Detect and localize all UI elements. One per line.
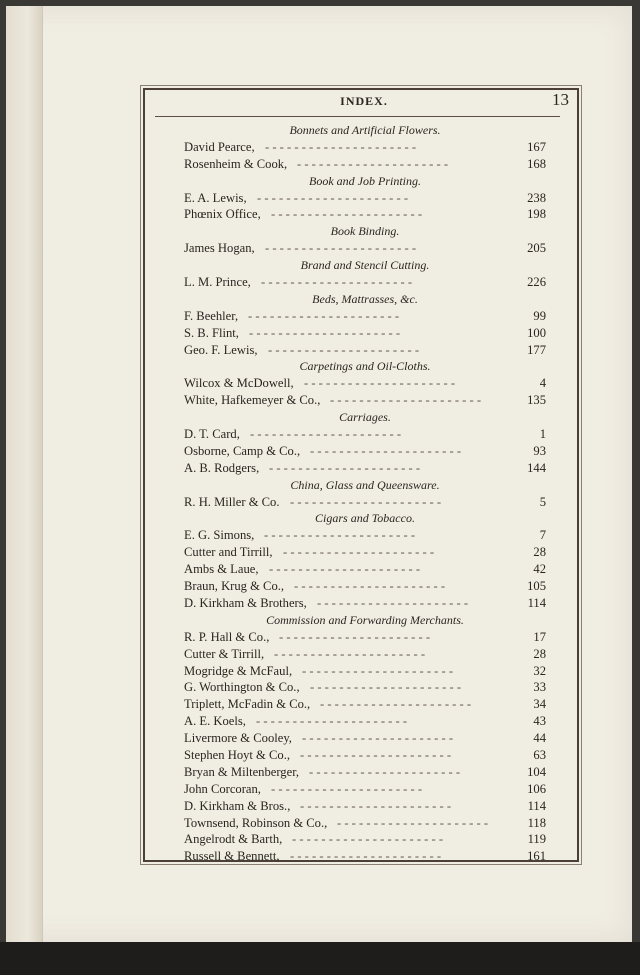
entry-name: James Hogan,: [184, 241, 255, 256]
dot-leader: - - - - - - - - - - - - - - - - - - - - -: [256, 714, 408, 729]
entry-page-number: 93: [533, 443, 546, 458]
dot-leader: - - - - - - - - - - - - - - - - - - - - -: [283, 545, 435, 560]
entry-page-number: 144: [527, 460, 546, 475]
section-heading: Book Binding.: [330, 224, 400, 239]
dot-leader: - - - - - - - - - - - - - - - - - - - - -: [304, 376, 456, 391]
entry-name: Osborne, Camp & Co.,: [184, 443, 301, 458]
entry-name: R. H. Miller & Co.: [184, 494, 280, 509]
entry-name: E. A. Lewis,: [184, 190, 247, 205]
entry-page-number: 114: [527, 595, 546, 610]
entry-name: Angelrodt & Barth,: [184, 832, 283, 847]
entry-page-number: 167: [527, 139, 546, 154]
dot-leader: - - - - - - - - - - - - - - - - - - - - -: [302, 663, 454, 678]
entry-name: D. Kirkham & Brothers,: [184, 595, 307, 610]
entry-name: S. B. Flint,: [184, 325, 239, 340]
page-title: INDEX.: [340, 94, 388, 108]
entry-page-number: 205: [527, 241, 546, 256]
entry-name: White, Hafkemeyer & Co.,: [184, 393, 321, 408]
index-entry: [184, 730, 546, 747]
entry-name: Cutter & Tirrill,: [184, 646, 265, 661]
dot-leader: - - - - - - - - - - - - - - - - - - - - -: [261, 275, 413, 290]
index-entry: [184, 308, 546, 325]
dot-leader: - - - - - - - - - - - - - - - - - - - - -: [300, 798, 452, 813]
dot-leader: - - - - - - - - - - - - - - - - - - - - -: [269, 562, 421, 577]
index-entry: [184, 274, 546, 291]
entry-page-number: 226: [527, 275, 546, 290]
entry-page-number: 42: [533, 562, 546, 577]
entry-name: A. E. Koels,: [184, 714, 246, 729]
entry-name: F. Beehler,: [184, 308, 239, 323]
index-entry: [184, 831, 546, 848]
section-heading: Carpetings and Oil-Cloths.: [299, 359, 431, 374]
dot-leader: - - - - - - - - - - - - - - - - - - - - -: [250, 427, 402, 442]
book-gutter: [6, 6, 43, 942]
index-entry: [184, 443, 546, 460]
entry-name: Ambs & Laue,: [184, 562, 259, 577]
dot-leader: - - - - - - - - - - - - - - - - - - - - -: [317, 595, 469, 610]
entry-page-number: 28: [533, 646, 546, 661]
dot-leader: - - - - - - - - - - - - - - - - - - - - -: [264, 528, 416, 543]
index-entry: [184, 848, 546, 865]
index-entry: [184, 342, 546, 359]
index-entry: [184, 764, 546, 781]
page-header: [155, 90, 573, 114]
index-entry: [184, 646, 546, 663]
section-heading: Carriages.: [339, 410, 391, 425]
dot-leader: - - - - - - - - - - - - - - - - - - - - -: [249, 325, 401, 340]
entry-page-number: 135: [527, 393, 546, 408]
index-entry: [184, 595, 546, 612]
entry-name: Stephen Hoyt & Co.,: [184, 747, 290, 762]
index-entry: [184, 578, 546, 595]
scan-bottom-edge: [0, 942, 640, 975]
entry-name: E. G. Simons,: [184, 528, 255, 543]
entry-name: L. M. Prince,: [184, 275, 251, 290]
entry-page-number: 238: [527, 190, 546, 205]
entry-page-number: 33: [533, 680, 546, 695]
index-entry: [184, 460, 546, 477]
dot-leader: - - - - - - - - - - - - - - - - - - - - -: [302, 731, 454, 746]
dot-leader: - - - - - - - - - - - - - - - - - - - - -: [274, 646, 426, 661]
index-entry: [184, 392, 546, 409]
entry-page-number: 118: [527, 815, 546, 830]
dot-leader: - - - - - - - - - - - - - - - - - - - - -: [297, 156, 449, 171]
index-entry: [184, 139, 546, 156]
entry-name: Russell & Bennett,: [184, 849, 280, 864]
entry-name: G. Worthington & Co.,: [184, 680, 300, 695]
index-entry: [184, 190, 546, 207]
entry-name: Wilcox & McDowell,: [184, 376, 294, 391]
section-heading: Brand and Stencil Cutting.: [300, 258, 430, 273]
dot-leader: - - - - - - - - - - - - - - - - - - - - -: [337, 815, 489, 830]
index-entry: [184, 561, 546, 578]
index-entry: [184, 696, 546, 713]
dot-leader: - - - - - - - - - - - - - - - - - - - - -: [292, 832, 444, 847]
dot-leader: - - - - - - - - - - - - - - - - - - - - -: [265, 241, 417, 256]
dot-leader: - - - - - - - - - - - - - - - - - - - - -: [310, 443, 462, 458]
index-entry: [184, 663, 546, 680]
entry-page-number: 4: [539, 376, 546, 391]
entry-name: John Corcoran,: [184, 781, 261, 796]
entry-page-number: 7: [539, 528, 546, 543]
section-heading: Book and Job Printing.: [309, 173, 421, 188]
section-heading: Commission and Forwarding Merchants.: [266, 612, 464, 627]
section-heading: China, Glass and Queensware.: [290, 477, 440, 492]
dot-leader: - - - - - - - - - - - - - - - - - - - - -: [271, 207, 423, 222]
entry-name: Rosenheim & Cook,: [184, 156, 288, 171]
entry-page-number: 119: [527, 832, 546, 847]
dot-leader: - - - - - - - - - - - - - - - - - - - - -: [257, 190, 409, 205]
page-number: 13: [552, 90, 569, 109]
entry-page-number: 44: [533, 731, 546, 746]
entry-name: Braun, Krug & Co.,: [184, 579, 285, 594]
entry-page-number: 32: [533, 663, 546, 678]
entry-page-number: 1: [539, 427, 546, 442]
index-entry: [184, 544, 546, 561]
dot-leader: - - - - - - - - - - - - - - - - - - - - -: [330, 393, 482, 408]
entry-page-number: 5: [539, 494, 546, 509]
index-entry: [184, 629, 546, 646]
dot-leader: - - - - - - - - - - - - - - - - - - - - -: [320, 697, 472, 712]
dot-leader: - - - - - - - - - - - - - - - - - - - - -: [268, 342, 420, 357]
index-entry: [184, 426, 546, 443]
entry-page-number: 34: [533, 697, 546, 712]
entry-page-number: 114: [527, 798, 546, 813]
section-heading: Bonnets and Artificial Flowers.: [289, 123, 441, 137]
entry-name: Bryan & Miltenberger,: [184, 764, 300, 779]
dot-leader: - - - - - - - - - - - - - - - - - - - - -: [294, 579, 446, 594]
header-rule: [155, 116, 560, 117]
entry-page-number: 100: [527, 325, 546, 340]
entry-name: Mogridge & McFaul,: [184, 663, 293, 678]
dot-leader: - - - - - - - - - - - - - - - - - - - - -: [279, 629, 431, 644]
entry-name: D. T. Card,: [184, 427, 240, 442]
index-entry: [184, 156, 546, 173]
entry-name: Cutter and Tirrill,: [184, 545, 273, 560]
dot-leader: - - - - - - - - - - - - - - - - - - - - -: [309, 764, 461, 779]
entry-page-number: 106: [527, 781, 546, 796]
dot-leader: - - - - - - - - - - - - - - - - - - - - -: [290, 494, 442, 509]
entry-page-number: 17: [533, 629, 546, 644]
entry-page-number: 198: [527, 207, 546, 222]
index-entry: [184, 375, 546, 392]
entry-page-number: 104: [527, 764, 546, 779]
entry-page-number: 99: [533, 308, 546, 323]
entry-page-number: 43: [533, 714, 546, 729]
entry-name: Phœnix Office,: [184, 207, 261, 222]
dot-leader: - - - - - - - - - - - - - - - - - - - - -: [269, 460, 421, 475]
entry-name: D. Kirkham & Bros.,: [184, 798, 291, 813]
index-entry: [184, 325, 546, 342]
index-entry: [184, 781, 546, 798]
entry-page-number: 168: [527, 156, 546, 171]
entry-name: David Pearce,: [184, 139, 255, 154]
dot-leader: - - - - - - - - - - - - - - - - - - - - -: [310, 680, 462, 695]
dot-leader: - - - - - - - - - - - - - - - - - - - - -: [265, 139, 417, 154]
index-entry: [184, 679, 546, 696]
dot-leader: - - - - - - - - - - - - - - - - - - - - -: [290, 849, 442, 864]
entry-page-number: 63: [533, 747, 546, 762]
index-entry: [184, 713, 546, 730]
index-entry: [184, 798, 546, 815]
dot-leader: - - - - - - - - - - - - - - - - - - - - -: [300, 747, 452, 762]
entry-name: Livermore & Cooley,: [184, 731, 292, 746]
entry-page-number: 105: [527, 579, 546, 594]
dot-leader: - - - - - - - - - - - - - - - - - - - - -: [271, 781, 423, 796]
entry-page-number: 28: [533, 545, 546, 560]
dot-leader: - - - - - - - - - - - - - - - - - - - - -: [248, 308, 400, 323]
index-list: [184, 122, 546, 865]
index-entry: [184, 815, 546, 832]
index-entry: [184, 494, 546, 511]
entry-page-number: 161: [527, 849, 546, 864]
index-entry: [184, 206, 546, 223]
section-heading: Cigars and Tobacco.: [315, 511, 415, 526]
entry-page-number: 177: [527, 342, 546, 357]
index-entry: [184, 747, 546, 764]
entry-name: Townsend, Robinson & Co.,: [184, 815, 328, 830]
entry-name: Geo. F. Lewis,: [184, 342, 258, 357]
section-heading: Beds, Mattrasses, &c.: [312, 291, 418, 306]
entry-name: R. P. Hall & Co.,: [184, 629, 270, 644]
entry-name: A. B. Rodgers,: [184, 460, 260, 475]
index-entry: [184, 240, 546, 257]
index-entry: [184, 527, 546, 544]
entry-name: Triplett, McFadin & Co.,: [184, 697, 311, 712]
